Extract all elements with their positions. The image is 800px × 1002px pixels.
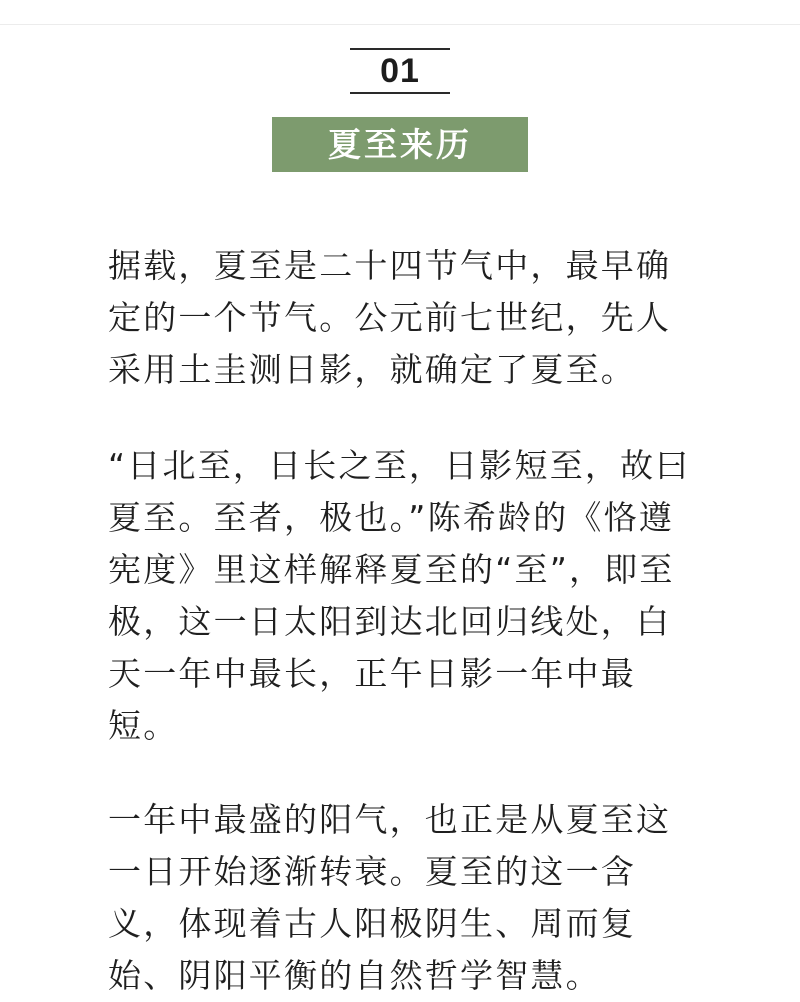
- section-number: 01: [380, 52, 420, 90]
- section-number-frame: [350, 48, 450, 94]
- section-title-banner: [272, 117, 528, 172]
- paragraph-quote: “日北至，日长之至，日影短至，故曰夏至。至者，极也。”陈希龄的《恪遵宪度》里这样解释夏至的“至”，即至极，这一日太阳到达北回归线处，白天一年中最长，正午日影一年中最短。: [108, 446, 691, 745]
- paragraph-origin: 据载，夏至是二十四节气中，最早确定的一个节气。公元前七世纪，先人采用土圭测日影，就确定了夏至。: [108, 246, 672, 389]
- section-title: 夏至来历: [328, 125, 472, 164]
- paragraph-yang-decline: 一年中最盛的阳气，也正是从夏至这一日开始逐渐转衰。夏至的这一含义，体现着古人阳极阴生、周而复始、阴阳平衡的自然哲学智慧。: [108, 800, 672, 995]
- top-divider: [0, 24, 800, 25]
